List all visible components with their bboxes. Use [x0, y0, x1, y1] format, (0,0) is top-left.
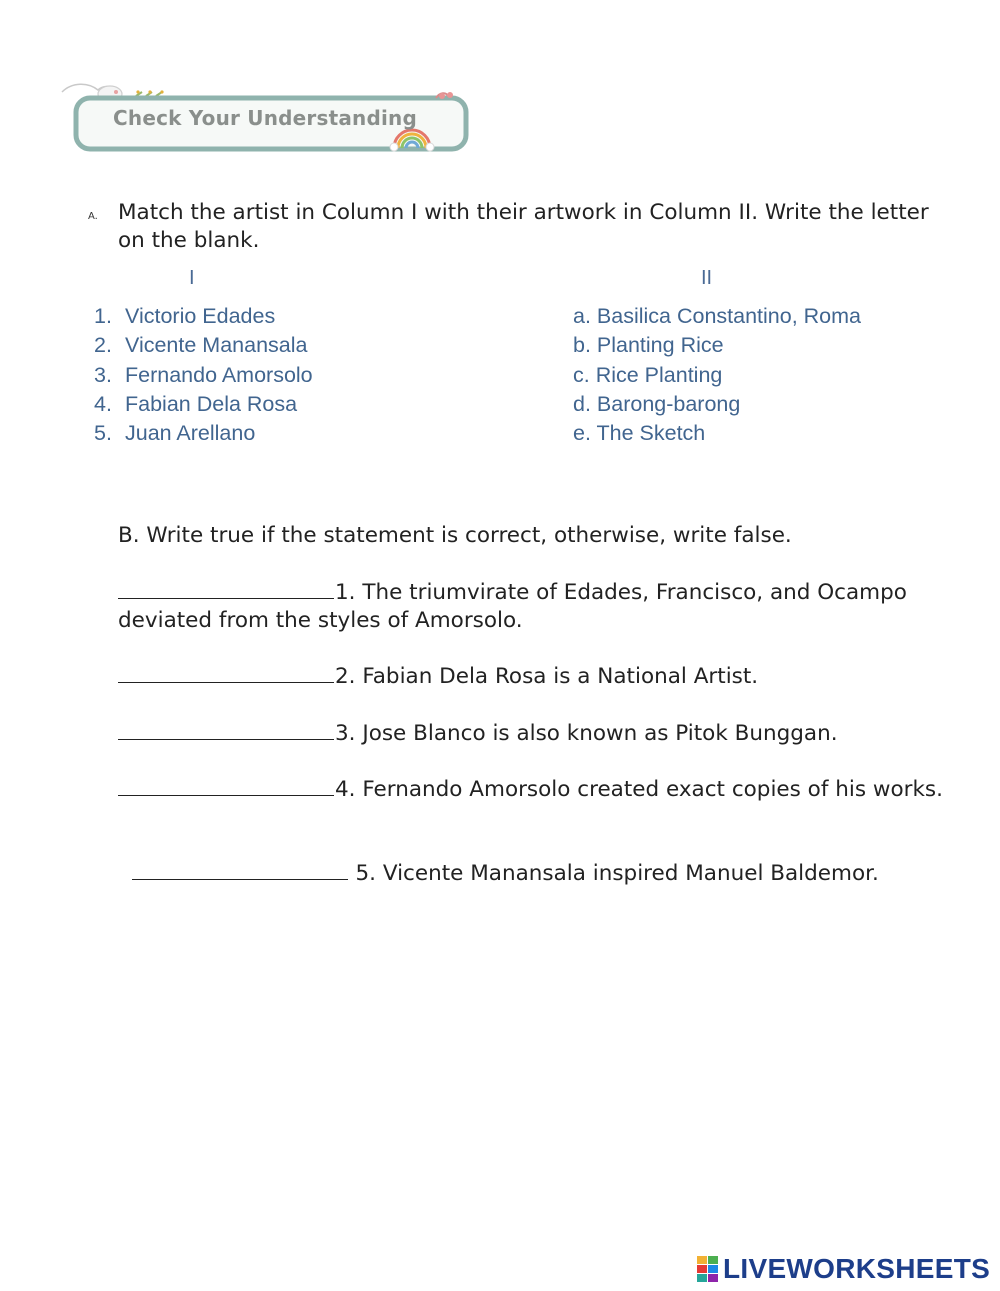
artwork-item: d. Barong-barong	[573, 391, 741, 416]
artist-name: Juan Arellano	[125, 421, 256, 446]
artist-number: 2.	[94, 333, 112, 358]
liveworksheets-blocks-icon	[697, 1256, 719, 1282]
artwork-item: c. Rice Planting	[573, 362, 723, 387]
answer-blank[interactable]	[118, 580, 334, 599]
banner-title: Check Your Understanding	[113, 106, 417, 130]
true-false-item	[118, 579, 948, 635]
artist-name: Fabian Dela Rosa	[125, 391, 298, 416]
section-a-instruction: Match the artist in Column I with their artwork in Column II. Write the letter on the blank.	[118, 200, 929, 253]
artist-name: Fernando Amorsolo	[125, 362, 313, 387]
liveworksheets-logo	[697, 1253, 990, 1285]
artist-number: 4.	[94, 391, 112, 416]
statement-text: 5. Vicente Manansala inspired Manuel Baldemor.	[348, 861, 879, 886]
artwork-item: b. Planting Rice	[573, 333, 724, 358]
answer-blank[interactable]	[118, 664, 334, 683]
artist-number: 3.	[94, 362, 112, 387]
column-two-header: II	[701, 267, 713, 289]
statement-text: 3. Jose Blanco is also known as Pitok Bunggan.	[335, 721, 838, 746]
brand-name: LIVEWORKSHEETS	[723, 1253, 991, 1284]
artist-name: Vicente Manansala	[125, 333, 308, 358]
section-b-instruction: B. Write true if the statement is correct, otherwise, write false.	[118, 523, 792, 548]
artist-item	[94, 392, 313, 421]
artwork-item: e. The Sketch	[573, 421, 706, 446]
true-false-item	[118, 720, 948, 748]
statement-text: 4. Fernando Amorsolo created exact copies of his works.	[335, 777, 943, 802]
artwork-list	[573, 304, 861, 450]
section-a-marker: A.	[88, 211, 98, 222]
artwork-item: a. Basilica Constantino, Roma	[573, 304, 862, 328]
column-one-header: I	[189, 267, 195, 289]
true-false-item	[118, 832, 948, 888]
artist-item	[94, 333, 313, 362]
true-false-item	[118, 663, 948, 691]
artist-item	[94, 304, 313, 333]
artist-number: 5.	[94, 421, 112, 446]
artist-list	[94, 304, 313, 450]
statement-text: 2. Fabian Dela Rosa is a National Artist.	[335, 664, 759, 689]
artist-item	[94, 421, 313, 450]
statement-text: 1. The triumvirate of Edades, Francisco, and Ocampo deviated from the styles of Amorsolo.	[118, 580, 907, 633]
answer-blank[interactable]	[132, 861, 348, 880]
artist-number: 1.	[94, 304, 112, 328]
artist-name: Victorio Edades	[125, 304, 276, 328]
answer-blank[interactable]	[118, 777, 334, 796]
artist-item	[94, 363, 313, 392]
true-false-item	[118, 776, 948, 804]
answer-blank[interactable]	[118, 721, 334, 740]
